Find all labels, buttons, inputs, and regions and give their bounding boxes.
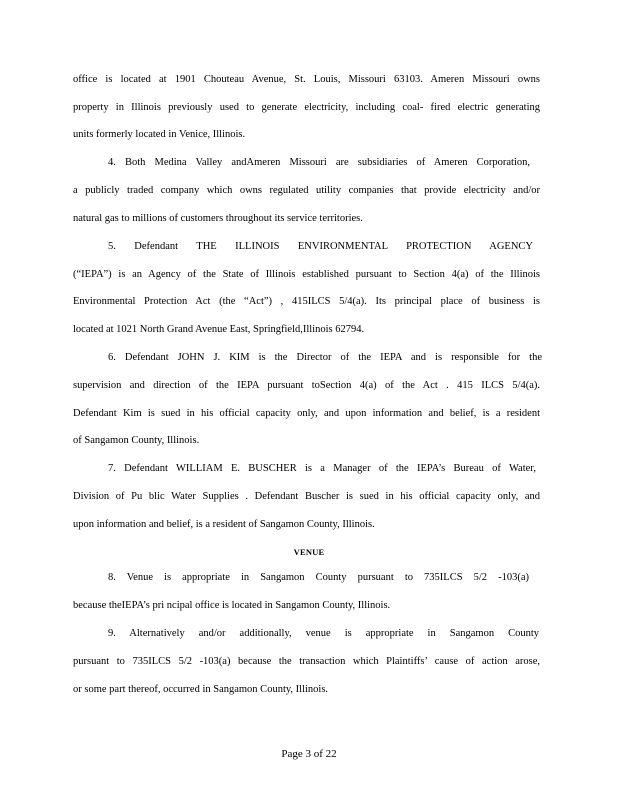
- paragraph-6-line: of Sangamon County, Illinois.: [73, 435, 200, 446]
- paragraph-5-line: (“IEPA”) is an Agency of the State of Illinois established pursuant to Section 4(a) of the Illinois: [73, 269, 540, 280]
- section-heading-venue: VENUE: [293, 547, 325, 557]
- paragraph-7-line: 7. Defendant WILLIAM E. BUSCHER is a Manager of the IEPA’s Bureau of Water,: [108, 463, 536, 474]
- paragraph-4-line: a publicly traded company which owns regulated utility companies that provide electricity and/or: [73, 185, 540, 196]
- paragraph-6-line: supervision and direction of the IEPA pursuant toSection 4(a) of the Act . 415 ILCS 5/4(a).: [73, 380, 540, 391]
- paragraph-5-line: located at 1021 North Grand Avenue East, Springfield,Illinois 62794.: [73, 324, 365, 335]
- paragraph-8-line: 8. Venue is appropriate in Sangamon County pursuant to 735ILCS 5/2 -103(a): [108, 572, 529, 583]
- paragraph-6-line: 6. Defendant JOHN J. KIM is the Director of the IEPA and is responsible for the: [108, 352, 542, 363]
- paragraph-8-line: because theIEPA’s pri ncipal office is located in Sangamon County, Illinois.: [73, 600, 391, 611]
- paragraph-9-line: 9. Alternatively and/or additionally, venue is appropriate in Sangamon County: [108, 628, 539, 639]
- paragraph-line: office is located at 1901 Chouteau Avenue, St. Louis, Missouri 63103. Ameren Missouri owns: [73, 74, 540, 85]
- paragraph-6-line: Defendant Kim is sued in his official capacity only, and upon information and belief, is a resident: [73, 408, 540, 419]
- paragraph-9-line: pursuant to 735ILCS 5/2 -103(a) because the transaction which Plaintiffs’ cause of action arose,: [73, 656, 540, 667]
- paragraph-9-line: or some part thereof, occurred in Sangamon County, Illinois.: [73, 684, 329, 695]
- paragraph-7-line: upon information and belief, is a resident of Sangamon County, Illinois.: [73, 519, 375, 530]
- paragraph-5-line: 5. Defendant THE ILLINOIS ENVIRONMENTAL PROTECTION AGENCY: [108, 241, 533, 252]
- page-number-footer: Page 3 of 22: [281, 748, 337, 760]
- paragraph-line: property in Illinois previously used to generate electricity, including coal- fired electric generating: [73, 102, 540, 113]
- paragraph-5-line: Environmental Protection Act (the “Act”) , 415ILCS 5/4(a). Its principal place of business is: [73, 296, 540, 307]
- paragraph-4-line: 4. Both Medina Valley andAmeren Missouri are subsidiaries of Ameren Corporation,: [108, 157, 530, 168]
- paragraph-7-line: Division of Pu blic Water Supplies . Defendant Buscher is sued in his official capacity only, and: [73, 491, 540, 502]
- paragraph-line: units formerly located in Venice, Illinois.: [73, 129, 246, 140]
- paragraph-4-line: natural gas to millions of customers throughout its service territories.: [73, 213, 363, 224]
